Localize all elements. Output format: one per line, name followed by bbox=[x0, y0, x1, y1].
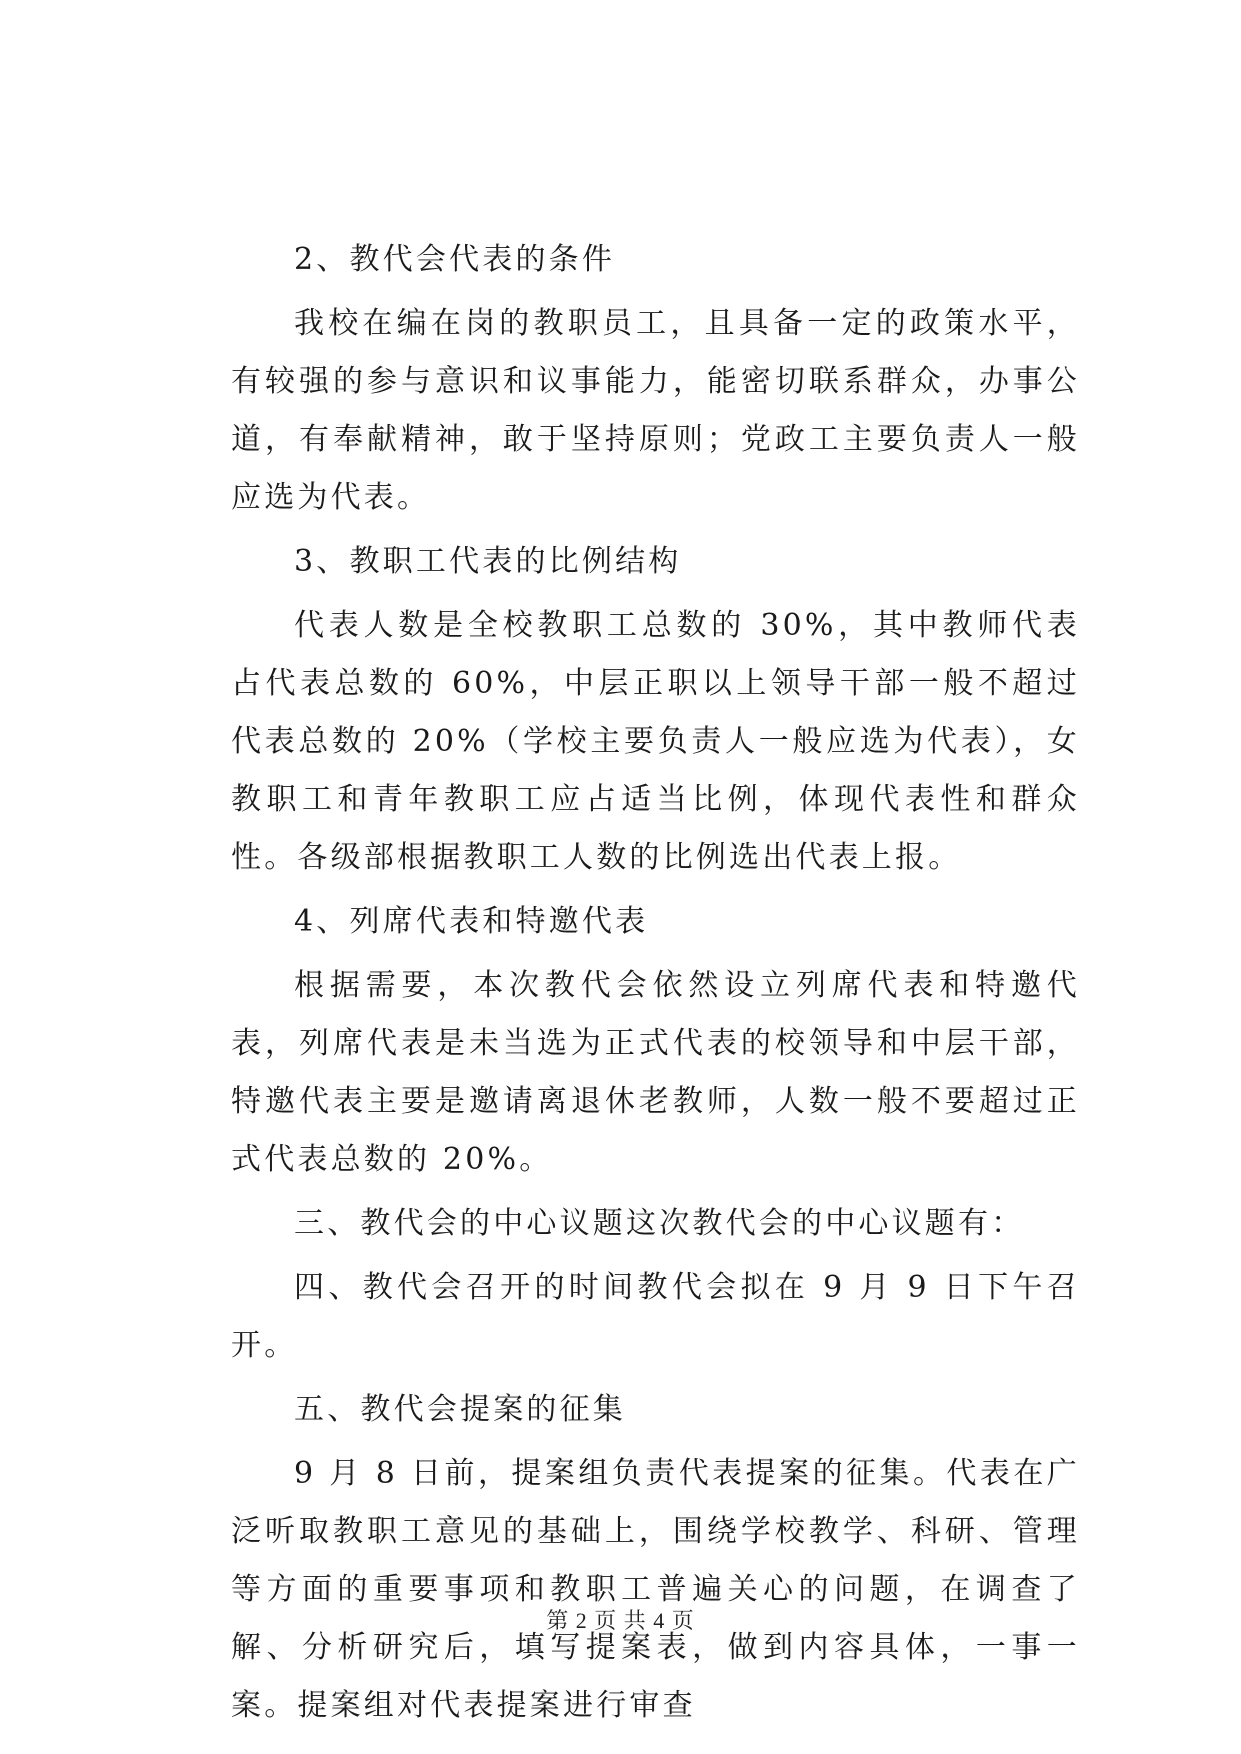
section-heading-central-topics: 三、教代会的中心议题这次教代会的中心议题有： bbox=[294, 1206, 1025, 1241]
section-heading-meeting-time: 四、教代会召开的时间教代会拟在 9 月 9 日下午召开。 bbox=[231, 1270, 1080, 1363]
paragraph-ratio-structure: 代表人数是全校教职工总数的 30%，其中教师代表占代表总数的 60%，中层正职以上领导干部一般不超过代表总数的 20%（学校主要负责人一般应选为代表），女教职工和青年教职工应占适当比例，体现代表性和群众性。各级部根据教职工人数的比例选出代表上报。 bbox=[231, 608, 1080, 875]
section-heading-observer-invited: 4、列席代表和特邀代表 bbox=[294, 904, 649, 939]
document-body bbox=[231, 231, 1080, 1741]
paragraph-representative-conditions: 我校在编在岗的教职员工，且具备一定的政策水平，有较强的参与意识和议事能力，能密切联系群众，办事公道，有奉献精神，敢于坚持原则；党政工主要负责人一般应选为代表。 bbox=[231, 306, 1080, 515]
paragraph-observer-invited: 根据需要，本次教代会依然设立列席代表和特邀代表，列席代表是未当选为正式代表的校领导和中层干部，特邀代表主要是邀请离退休老教师，人数一般不要超过正式代表总数的 20%。 bbox=[231, 968, 1080, 1177]
page-number: 第 2 页 共 4 页 bbox=[546, 1608, 695, 1633]
section-heading-representative-conditions: 2、教代会代表的条件 bbox=[294, 242, 616, 277]
paragraph-proposal-collection: 9 月 8 日前，提案组负责代表提案的征集。代表在广泛听取教职工意见的基础上，围绕学校教学、科研、管理等方面的重要事项和教职工普遍关心的问题，在调查了解、分析研究后，填写提案表，做到内容具体，一事一案。提案组对代表提案进行审查 bbox=[231, 1456, 1080, 1723]
section-heading-proposal-collection: 五、教代会提案的征集 bbox=[294, 1392, 626, 1427]
section-heading-ratio-structure: 3、教职工代表的比例结构 bbox=[294, 544, 682, 579]
page-footer bbox=[0, 1604, 1241, 1635]
